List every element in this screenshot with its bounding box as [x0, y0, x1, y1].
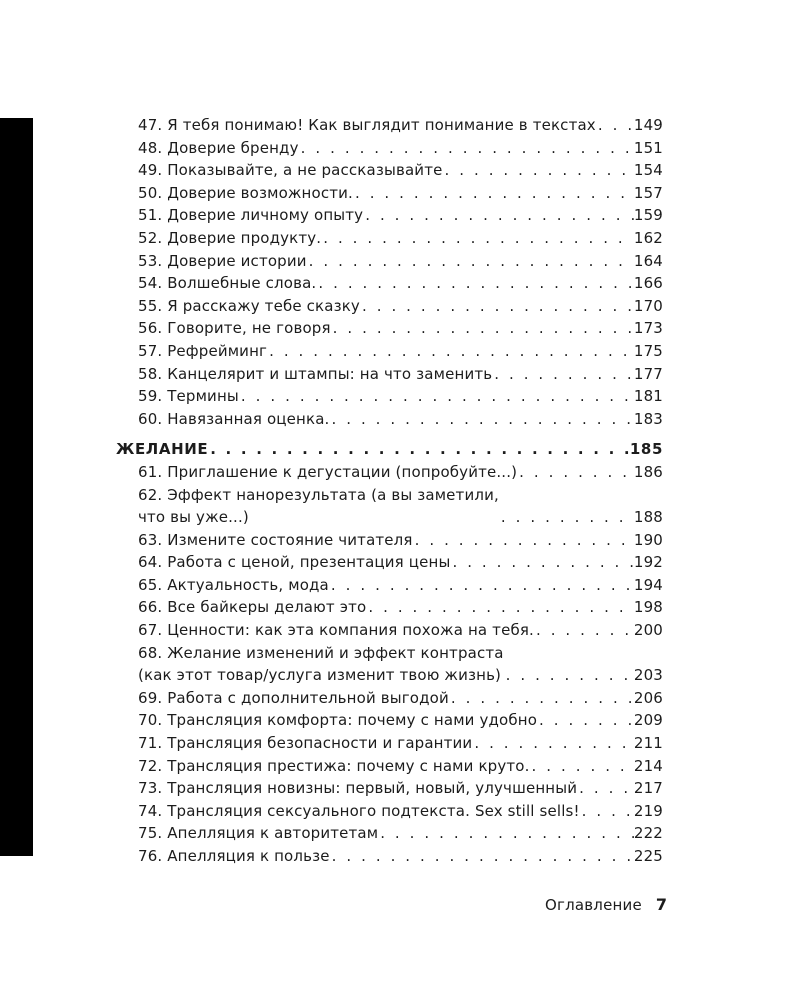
toc-page-number: 200 [633, 621, 663, 640]
toc-entry[interactable] [116, 204, 663, 227]
toc-entry-title [138, 642, 504, 687]
toc-entry[interactable] [116, 484, 663, 529]
dot-leader [378, 822, 634, 845]
toc-entry[interactable] [116, 822, 663, 845]
toc-entry[interactable] [116, 845, 663, 868]
toc-page-number: 188 [633, 508, 663, 527]
toc-entry[interactable] [116, 363, 663, 386]
toc-entry[interactable] [116, 687, 663, 710]
toc-entry[interactable] [116, 408, 663, 431]
dot-leader [472, 732, 634, 755]
dot-leader [413, 529, 634, 552]
toc-entry-title: 57. Рефрейминг [138, 341, 268, 360]
toc-entry[interactable] [116, 461, 663, 484]
toc-entry-title: 66. Все байкеры делают это [138, 598, 367, 617]
toc-entry[interactable] [116, 551, 663, 574]
footer-section-label: Оглавление [545, 896, 642, 914]
dot-leader [530, 755, 634, 778]
toc-page-number: 209 [633, 711, 663, 730]
toc-page-number: 192 [633, 553, 663, 572]
toc-entry-title: 71. Трансляция безопасности и гарантии [138, 734, 473, 753]
toc-page-number: 217 [633, 779, 663, 798]
toc-entry-title-line2: что вы уже...) [138, 508, 249, 527]
chapter-side-tab [0, 118, 33, 856]
toc-page-number: 173 [633, 319, 663, 338]
toc-entry[interactable] [116, 317, 663, 340]
toc-entry-title: 60. Навязанная оценка. [138, 409, 330, 428]
toc-entry-title: 50. Доверие возможности. [138, 183, 353, 202]
toc-entry[interactable] [116, 619, 663, 642]
dot-leader [534, 619, 634, 642]
toc-entry-title: 69. Работа с дополнительной выгодой [138, 688, 449, 707]
toc-entry-title: 58. Канцелярит и штампы: на что заменить [138, 364, 493, 383]
toc-page-number: 162 [633, 228, 663, 247]
dot-leader [299, 137, 634, 160]
toc-page-number: 183 [633, 409, 663, 428]
toc-entry-title: 53. Доверие истории [138, 251, 307, 270]
toc-entry-title: 74. Трансляция сексуального подтекста. Sex still sells! [138, 801, 580, 820]
toc-entry[interactable] [116, 529, 663, 552]
toc-page-number: 186 [633, 462, 663, 481]
toc-entry[interactable] [116, 137, 663, 160]
toc-entry[interactable] [116, 250, 663, 273]
toc-entry[interactable] [116, 340, 663, 363]
dot-leader [239, 385, 634, 408]
dot-leader [596, 114, 634, 137]
toc-entry-title: 61. Приглашение к дегустации (попробуйте...) [138, 462, 518, 481]
page-footer [545, 895, 667, 914]
toc-entry-title: 56. Говорите, не говоря [138, 319, 331, 338]
dot-leader [316, 272, 634, 295]
toc-entry[interactable] [116, 385, 663, 408]
toc-entry-title: 63. Измените состояние читателя [138, 530, 413, 549]
toc-page-number: 151 [633, 138, 663, 157]
toc-entry[interactable] [116, 709, 663, 732]
dot-leader [321, 227, 634, 250]
toc-page-number: 194 [633, 575, 663, 594]
toc-page-number: 159 [633, 206, 663, 225]
dot-leader [329, 408, 633, 431]
dot-leader [330, 845, 634, 868]
toc-entry[interactable] [116, 159, 663, 182]
toc-entry[interactable] [116, 777, 663, 800]
toc-entry[interactable] [116, 182, 663, 205]
toc-entry[interactable] [116, 574, 663, 597]
toc-page-number: 190 [633, 530, 663, 549]
toc-entry[interactable] [116, 732, 663, 755]
toc-entry-title: 52. Доверие продукту. [138, 228, 322, 247]
toc-page-number: 198 [633, 598, 663, 617]
footer-page-number: 7 [655, 895, 668, 914]
dot-leader [442, 159, 633, 182]
toc-page-number: 206 [633, 688, 663, 707]
toc-entry[interactable] [116, 755, 663, 778]
toc-entry-title: 76. Апелляция к пользе [138, 847, 330, 865]
toc-entry[interactable] [116, 227, 663, 250]
toc-entry-title: 51. Доверие личному опыту [138, 206, 364, 225]
dot-leader [449, 687, 634, 710]
toc-entry-title: 73. Трансляция новизны: первый, новый, улучшенный [138, 779, 578, 798]
toc-entry[interactable] [116, 596, 663, 619]
table-of-contents [116, 114, 663, 868]
dot-leader [363, 204, 634, 227]
toc-page-number: 211 [633, 734, 663, 753]
toc-entry-title: 72. Трансляция престижа: почему с нами круто. [138, 756, 530, 775]
toc-entry-title: 54. Волшебные слова. [138, 274, 317, 293]
toc-entry-title [138, 484, 499, 529]
dot-leader [307, 250, 634, 273]
toc-entry-title: 67. Ценности: как эта компания похожа на тебя. [138, 621, 534, 640]
toc-page-number: 181 [633, 387, 663, 406]
toc-page-number: 177 [633, 364, 663, 383]
dot-leader [577, 777, 634, 800]
dot-leader [208, 438, 630, 461]
dot-leader [450, 551, 633, 574]
toc-entry-title-line1: 62. Эффект нанорезультата (а вы заметили, [138, 485, 499, 504]
dot-leader [580, 800, 634, 823]
toc-entry-title: 70. Трансляция комфорта: почему с нами удобно [138, 711, 538, 730]
toc-entry[interactable] [116, 642, 663, 687]
toc-page-number: 225 [633, 847, 663, 865]
dot-leader [517, 461, 634, 484]
dot-leader [537, 709, 634, 732]
dot-leader [499, 506, 634, 529]
toc-section-title: ЖЕЛАНИЕ [116, 440, 209, 459]
toc-entry[interactable] [116, 114, 663, 137]
dot-leader [360, 295, 634, 318]
toc-section-heading[interactable] [116, 438, 663, 461]
toc-page-number: 222 [633, 824, 663, 843]
toc-page-number: 149 [633, 116, 663, 134]
dot-leader [492, 363, 634, 386]
toc-entry-title: 65. Актуальность, мода [138, 575, 329, 594]
toc-entry-title: 48. Доверие бренду [138, 138, 299, 157]
dot-leader [267, 340, 634, 363]
toc-entry-title: 75. Апелляция к авторитетам [138, 824, 379, 843]
dot-leader [329, 574, 634, 597]
toc-page-number: 157 [633, 183, 663, 202]
dot-leader [366, 596, 634, 619]
toc-page-number: 203 [633, 666, 663, 685]
toc-page-number: 164 [633, 251, 663, 270]
dot-leader [353, 182, 634, 205]
toc-page-number: 214 [633, 756, 663, 775]
toc-page-number: 154 [633, 161, 663, 180]
toc-page-number: 185 [629, 440, 663, 459]
toc-entry[interactable] [116, 272, 663, 295]
toc-page-number: 166 [633, 274, 663, 293]
dot-leader [504, 664, 634, 687]
dot-leader [331, 317, 634, 340]
toc-entry-title: 47. Я тебя понимаю! Как выглядит понимание в текстах [138, 116, 596, 134]
toc-page-number: 219 [633, 801, 663, 820]
toc-entry-title: 64. Работа с ценой, презентация цены [138, 553, 451, 572]
toc-entry-title-line2: (как этот товар/услуга изменит твою жизнь) [138, 666, 502, 685]
toc-page-number: 175 [633, 341, 663, 360]
toc-entry-title: 59. Термины [138, 387, 239, 406]
toc-entry[interactable] [116, 295, 663, 318]
toc-entry[interactable] [116, 800, 663, 823]
toc-entry-title: 55. Я расскажу тебе сказку [138, 296, 360, 315]
toc-page-number: 170 [633, 296, 663, 315]
toc-entry-title-line1: 68. Желание изменений и эффект контраста [138, 643, 504, 662]
toc-entry-title: 49. Показывайте, а не рассказывайте [138, 161, 443, 180]
